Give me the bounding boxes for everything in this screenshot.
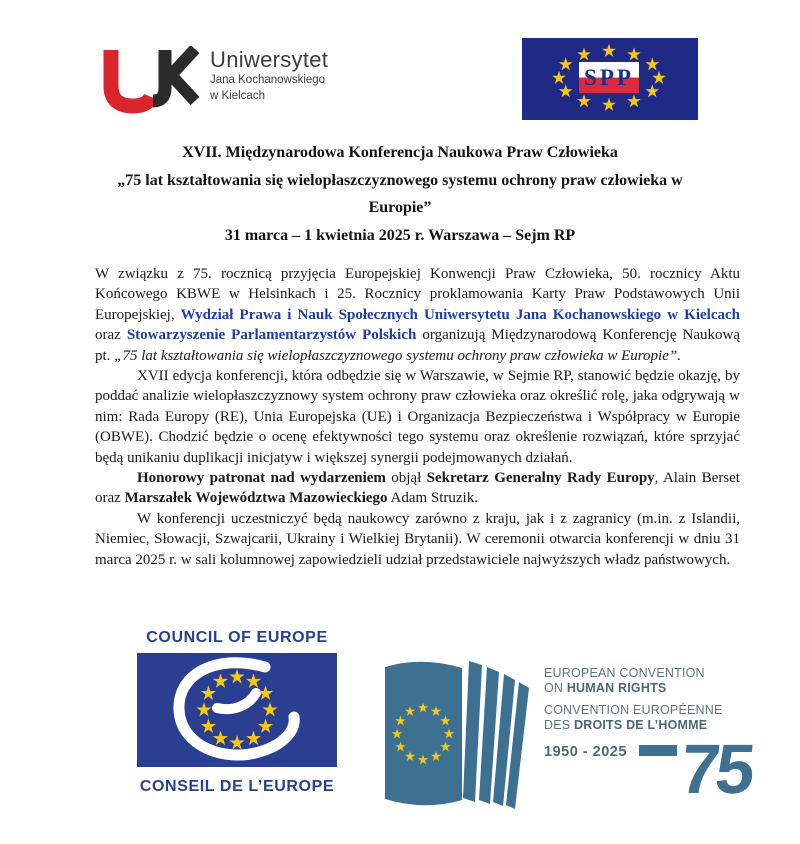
coe-caption-fr: CONSEIL DE L’EUROPE: [139, 778, 335, 795]
p2-text: XVII edycja konferencji, która odbędzie się w Warszawie, w Sejmie RP, stanowić będzie okazję, by poddać analizie wielopłaszczyznowy system ochrony praw człowieka oraz określić rolę, jaka odgrywają w nim: Rada Europy (RE), Unia Europejska (UE) i Organizacja Bezpieczeństwa i Współpracy w Europie (OBWE). Chodzić będzie o ocenę efektywności tego systemu oraz określenie rozwiązań, które sprzyjać będą unikaniu duplikacji inicjatyw i większej synergii podejmowanych działań.: [95, 368, 740, 466]
ujk-logo-text: [210, 46, 328, 103]
echr-en-human-rights: HUMAN RIGHTS: [566, 681, 667, 695]
paragraph-1: [95, 264, 740, 366]
ujk-sub2: w Kielcach: [210, 89, 265, 102]
echr-book-icon: [379, 652, 534, 812]
echr-en-line2: [544, 681, 751, 696]
p1-text: oraz: [95, 327, 127, 344]
p3-secretary-general: Sekretarz Generalny Rady Europy: [426, 470, 655, 487]
ujk-sub1: Jana Kochanowskiego: [210, 74, 326, 86]
title-line-1: XVII. Międzynarodowa Konferencja Naukowa Praw Człowieka: [182, 144, 618, 161]
title-date-place: 31 marca – 1 kwietnia 2025 r. Warszawa – Sejm RP: [224, 226, 576, 244]
p3-marshal: Marszałek Województwa Mazowieckiego: [124, 490, 388, 507]
echr-years-row: [544, 730, 755, 808]
ujk-monogram-icon: [98, 46, 200, 116]
title-line-2: „75 lat kształtowania się wielopłaszczyznowego systemu ochrony praw człowieka w: [117, 171, 683, 189]
footer-logos: [137, 628, 755, 817]
echr-anniversary-logo: [544, 666, 755, 808]
p1-text: W związku z 75. rocznicą przyjęcia Europejskiej Konwencji Praw Człowieka, 50. rocznicy Aktu Końcowego KBWE w Helsinkach i 25. Rocznicy proklamowania Karty Praw Podstawowych Unii Europejskiej,: [95, 266, 740, 323]
p1-text: organizują Międzynarodową Konferencję Naukową pt.: [95, 327, 740, 364]
echr-years: 1950 - 2025: [544, 744, 627, 760]
ujk-name: Uniwersytet: [210, 47, 329, 72]
echr-75-mark: 75: [676, 730, 755, 808]
paragraph-4: [95, 509, 740, 570]
conference-title-block: [0, 139, 800, 249]
header-logos: [0, 38, 800, 128]
p1-organizer-2: Stowarzyszenie Parlamentarzystów Polskich: [126, 327, 417, 344]
echr-book-logo: [379, 652, 534, 817]
echr-en-on: ON: [544, 681, 567, 695]
p3-text: Adam Struzik.: [387, 490, 478, 507]
echr-fr-line1: CONVENTION EUROPÉENNE: [544, 703, 723, 717]
p3-text: , Alain Berset oraz: [95, 470, 740, 507]
coe-flag-icon: [137, 653, 337, 767]
coe-caption-en: COUNCIL OF EUROPE: [146, 629, 328, 646]
paragraph-2: [95, 366, 740, 468]
title-line-3: Europie”: [368, 199, 432, 216]
p1-conference-theme: „75 lat kształtowania się wielopłaszczyznowego systemu ochrony praw człowieka w Europie”.: [114, 347, 681, 364]
spp-acronym: SPP: [584, 65, 634, 90]
paragraph-3: [95, 468, 740, 509]
echr-fr-des: DES: [544, 718, 574, 732]
echr-bar-icon: [639, 745, 677, 756]
echr-fr-droits: DROITS DE L’HOMME: [573, 718, 708, 732]
echr-en-line1: EUROPEAN CONVENTION: [544, 666, 705, 680]
p1-organizer-1: Wydział Prawa i Nauk Społecznych Uniwersytetu Jana Kochanowskiego w Kielcach: [180, 306, 740, 323]
spp-association-logo: [522, 38, 698, 120]
council-of-europe-logo: [137, 628, 337, 797]
announcement-text: [95, 264, 740, 570]
p3-patronage: Honorowy patronat nad wydarzeniem: [137, 470, 386, 487]
p3-text: objął: [385, 470, 427, 487]
p4-text: W konferencji uczestniczyć będą naukowcy zarówno z kraju, jak i z zagranicy (m.in. z Islandii, Niemiec, Słowacji, Szwajcarii, Ukrainy i Wielkiej Brytanii). W ceremonii otwarcia konferencji w dniu 31 marca 2025 r. w sali kolumnowej zapowiedzieli udział przedstawiciele najwyższych władz państwowych.: [95, 510, 740, 568]
ujk-university-logo: [98, 46, 328, 116]
